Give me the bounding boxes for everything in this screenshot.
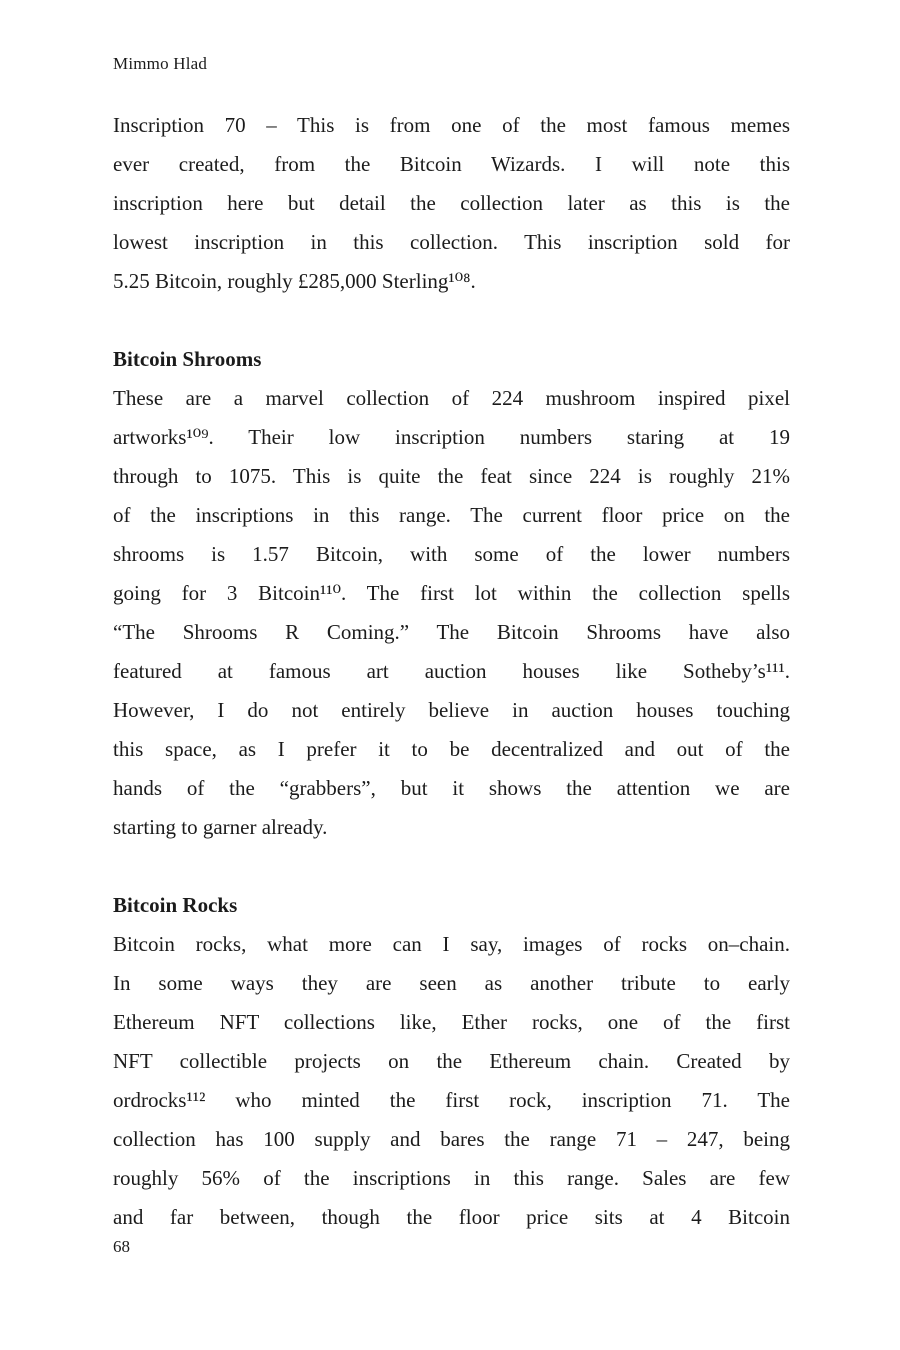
text-line: These are a marvel collection of 224 mushroom inspired pixel — [113, 386, 790, 410]
text-line: Inscription 70 – This is from one of the most famous memes — [113, 113, 790, 137]
text-line: featured at famous art auction houses like Sotheby’s¹¹¹. — [113, 659, 790, 683]
text-line: lowest inscription in this collection. This inscription sold for — [113, 230, 790, 254]
text-line: this space, as I prefer it to be decentralized and out of the — [113, 737, 790, 761]
text-line: and far between, though the floor price sits at 4 Bitcoin — [113, 1205, 790, 1229]
text-line: However, I do not entirely believe in auction houses touching — [113, 698, 790, 722]
text-line: of the inscriptions in this range. The current floor price on the — [113, 503, 790, 527]
text-line: Ethereum NFT collections like, Ether rocks, one of the first — [113, 1010, 790, 1034]
text-line: hands of the “grabbers”, but it shows the attention we are — [113, 776, 790, 800]
running-header: Mimmo Hlad — [113, 54, 208, 73]
page-body-text — [113, 106, 790, 1237]
text-line: artworks¹⁰⁹. Their low inscription numbers staring at 19 — [113, 425, 790, 449]
text-line: ordrocks¹¹² who minted the first rock, inscription 71. The — [113, 1088, 790, 1112]
heading-bitcoin-shrooms: Bitcoin Shrooms — [113, 347, 262, 371]
text-line: Bitcoin rocks, what more can I say, images of rocks on–chain. — [113, 932, 790, 956]
text-line: shrooms is 1.57 Bitcoin, with some of the lower numbers — [113, 542, 790, 566]
text-line: through to 1075. This is quite the feat since 224 is roughly 21% — [113, 464, 790, 488]
heading-bitcoin-rocks: Bitcoin Rocks — [113, 893, 238, 917]
paragraph-gap — [113, 847, 790, 886]
text-line: NFT collectible projects on the Ethereum chain. Created by — [113, 1049, 790, 1073]
text-line: starting to garner already. — [113, 815, 328, 839]
page-number: 68 — [113, 1237, 130, 1256]
text-line: “The Shrooms R Coming.” The Bitcoin Shrooms have also — [113, 620, 790, 644]
text-line: inscription here but detail the collection later as this is the — [113, 191, 790, 215]
text-line: ever created, from the Bitcoin Wizards. I will note this — [113, 152, 790, 176]
text-line: going for 3 Bitcoin¹¹⁰. The first lot within the collection spells — [113, 581, 790, 605]
text-line: In some ways they are seen as another tribute to early — [113, 971, 790, 995]
text-line: collection has 100 supply and bares the range 71 – 247, being — [113, 1127, 790, 1151]
text-line: roughly 56% of the inscriptions in this range. Sales are few — [113, 1166, 790, 1190]
text-line: 5.25 Bitcoin, roughly £285,000 Sterling¹⁰⁸. — [113, 269, 476, 293]
paragraph-gap — [113, 301, 790, 340]
